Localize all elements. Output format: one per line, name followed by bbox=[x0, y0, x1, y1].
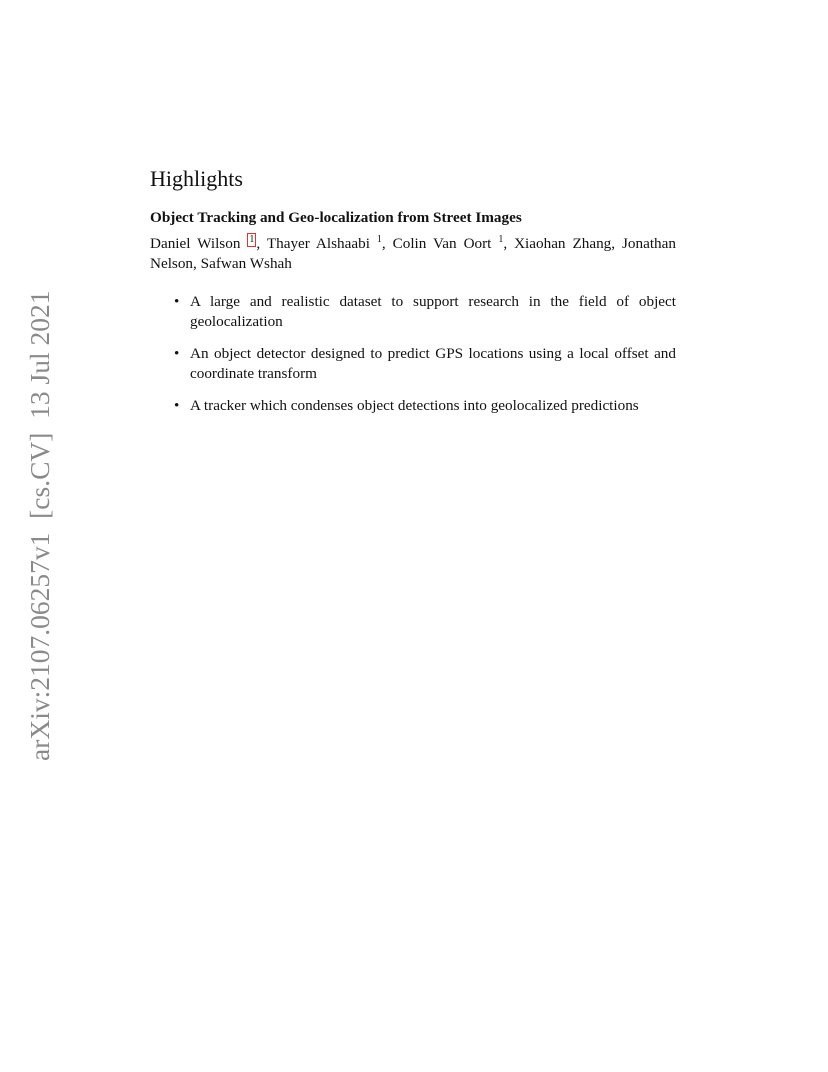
author-separator: , bbox=[611, 235, 622, 252]
author-separator: , bbox=[503, 235, 515, 252]
author-list bbox=[150, 234, 676, 274]
author-name: Colin Van Oort bbox=[392, 235, 492, 252]
author bbox=[393, 235, 514, 252]
author-separator: , bbox=[193, 255, 201, 272]
author bbox=[201, 255, 292, 272]
arxiv-identifier-stamp bbox=[22, 290, 58, 761]
highlight-item bbox=[174, 292, 676, 332]
highlight-text: An object detector designed to predict GPS locations using a local offset and coordinate transform bbox=[190, 345, 676, 382]
highlights-page bbox=[150, 164, 676, 428]
author-separator: , bbox=[381, 235, 393, 252]
author-name: Daniel Wilson bbox=[150, 235, 241, 252]
author-name: Xiaohan Zhang bbox=[514, 235, 612, 252]
author-separator: , bbox=[256, 235, 267, 252]
footnote-mark: 1 bbox=[498, 233, 504, 245]
bullet-icon: • bbox=[174, 345, 180, 362]
highlights-list bbox=[174, 292, 676, 416]
highlight-item bbox=[174, 344, 676, 384]
author bbox=[150, 235, 267, 252]
author-name: Thayer Alshaabi bbox=[266, 235, 370, 252]
highlight-text: A large and realistic dataset to support research in the field of object geolocalization bbox=[190, 293, 676, 330]
bullet-icon: • bbox=[174, 397, 180, 414]
author bbox=[267, 235, 393, 252]
highlight-text: A tracker which condenses object detections into geolocalized predictions bbox=[190, 397, 639, 414]
paper-title: Object Tracking and Geo-localization from Street Images bbox=[150, 209, 522, 226]
author-name: Safwan Wshah bbox=[200, 255, 292, 272]
bullet-icon: • bbox=[174, 293, 180, 310]
author-name: Jonathan Nelson bbox=[150, 235, 676, 272]
footnote-mark: 1 bbox=[376, 233, 382, 245]
author bbox=[514, 235, 622, 252]
highlight-item bbox=[174, 396, 676, 416]
page-heading: Highlights bbox=[150, 166, 243, 191]
footnote-link[interactable]: 1 bbox=[249, 234, 255, 245]
arxiv-identifier-text: arXiv:2107.06257v1 [cs.CV] 13 Jul 2021 bbox=[24, 290, 55, 761]
